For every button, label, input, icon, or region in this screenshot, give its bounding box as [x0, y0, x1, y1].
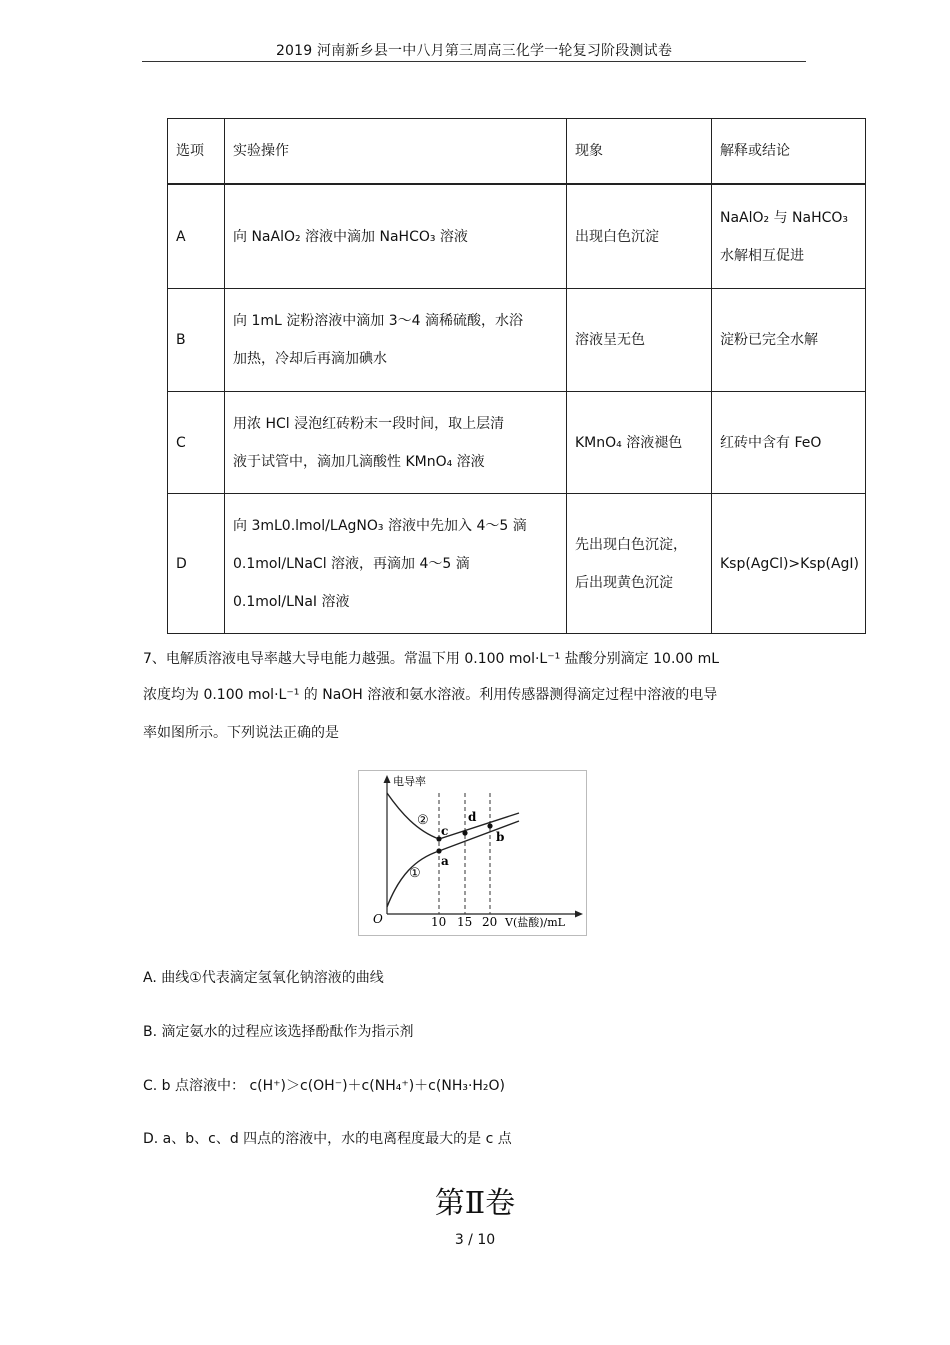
row-a-con-line: 水解相互促进: [720, 247, 804, 264]
header-option: 选项: [168, 119, 225, 185]
row-d-operation: [225, 494, 567, 634]
row-a-operation: [225, 184, 567, 289]
x-axis-label: V(盐酸)/mL: [505, 916, 565, 929]
x-axis-arrow: [575, 911, 583, 918]
question-7-line-2: 浓度均为 0.100 mol·L⁻¹ 的 NaOH 溶液和氨水溶液。利用传感器测得滴定过程中溶液的电导: [143, 687, 718, 703]
row-b-conclusion: [712, 289, 866, 392]
row-c-phenomenon: [567, 392, 712, 494]
conductivity-figure: [358, 770, 587, 936]
row-c-op-line: 液于试管中，滴加几滴酸性 KMnO₄ 溶液: [233, 453, 485, 470]
row-b-con-line: 淀粉已完全水解: [720, 332, 818, 348]
point-c-label: c: [441, 824, 449, 838]
row-d-con-line: Ksp(AgCl)>Ksp(AgI): [720, 555, 860, 572]
y-axis-label: 电导率: [393, 775, 426, 788]
experiment-table: [167, 118, 866, 634]
option-d: D. a、b、c、d 四点的溶液中，水的电离程度最大的是 c 点: [143, 1131, 512, 1147]
row-b-operation: [225, 289, 567, 392]
option-a: A. 曲线①代表滴定氢氧化钠溶液的曲线: [143, 970, 384, 986]
row-d-op-line: 0.1mol/LNaI 溶液: [233, 593, 350, 610]
row-c-operation: [225, 392, 567, 494]
row-a-phenomenon: [567, 184, 712, 289]
row-a-ph-line: 出现白色沉淀: [575, 228, 659, 245]
row-c-con-line: 红砖中含有 FeO: [720, 434, 822, 451]
table-row: [168, 289, 866, 392]
row-d-option: D: [168, 494, 225, 634]
question-7-line-3: 率如图所示。下列说法正确的是: [143, 725, 339, 741]
x-tick-20: 20: [482, 915, 498, 929]
row-a-conclusion: [712, 184, 866, 289]
point-a-label: a: [441, 854, 449, 868]
header-operation: 实验操作: [225, 119, 567, 185]
section-title: 第Ⅱ卷: [434, 1186, 516, 1221]
header-phenomenon: 现象: [567, 119, 712, 185]
row-a-option: A: [168, 184, 225, 289]
conductivity-graph: [359, 771, 586, 935]
row-c-option: C: [168, 392, 225, 494]
row-c-op-line: 用浓 HCl 浸泡红砖粉末一段时间，取上层清: [233, 415, 505, 432]
row-d-op-line: 向 3mL0.lmol/LAgNO₃ 溶液中先加入 4～5 滴: [233, 517, 527, 534]
curve-1-label: ①: [409, 866, 421, 881]
table-row: [168, 184, 866, 289]
point-b-label: b: [496, 830, 505, 844]
row-b-ph-line: 溶液呈无色: [575, 332, 645, 348]
page-number: 3 / 10: [454, 1232, 496, 1248]
row-b-phenomenon: [567, 289, 712, 392]
document-header: 2019 河南新乡县一中八月第三周高三化学一轮复习阶段测试卷: [275, 43, 673, 59]
row-a-con-line: NaAlO₂ 与 NaHCO₃: [720, 209, 849, 226]
row-d-op-line: 0.1mol/LNaCl 溶液，再滴加 4～5 滴: [233, 555, 470, 572]
point-d-label: d: [468, 810, 477, 824]
header-conclusion: 解释或结论: [712, 119, 866, 185]
row-d-ph-line: 先出现白色沉淀，: [575, 536, 687, 553]
row-d-ph-line: 后出现黄色沉淀: [575, 574, 673, 591]
origin-label: O: [373, 912, 383, 926]
option-b: B. 滴定氨水的过程应该选择酚酞作为指示剂: [143, 1024, 414, 1040]
point-a: [436, 848, 441, 853]
header-rule: [142, 61, 806, 62]
row-c-conclusion: [712, 392, 866, 494]
x-tick-15: 15: [457, 915, 473, 929]
curve-2-label: ②: [417, 813, 429, 828]
row-b-op-line: 向 1mL 淀粉溶液中滴加 3～4 滴稀硫酸，水浴: [233, 313, 523, 329]
point-d: [462, 830, 467, 835]
row-d-phenomenon: [567, 494, 712, 634]
table-header-row: [168, 119, 866, 185]
row-c-ph-line: KMnO₄ 溶液褪色: [575, 434, 683, 451]
option-c: C. b 点溶液中： c(H⁺)＞c(OH⁻)＋c(NH₄⁺)＋c(NH₃·H₂O): [143, 1078, 506, 1094]
table-row: [168, 392, 866, 494]
y-axis-arrow: [384, 775, 391, 783]
point-b: [487, 823, 492, 828]
row-b-op-line: 加热，冷却后再滴加碘水: [233, 351, 387, 367]
x-tick-10: 10: [431, 915, 447, 929]
question-7-line-1: 7、电解质溶液电导率越大导电能力越强。常温下用 0.100 mol·L⁻¹ 盐酸分别滴定 10.00 mL: [143, 651, 720, 667]
row-a-op-line: 向 NaAlO₂ 溶液中滴加 NaHCO₃ 溶液: [233, 228, 468, 245]
row-b-option: B: [168, 289, 225, 392]
table-row: [168, 494, 866, 634]
row-d-conclusion: [712, 494, 866, 634]
